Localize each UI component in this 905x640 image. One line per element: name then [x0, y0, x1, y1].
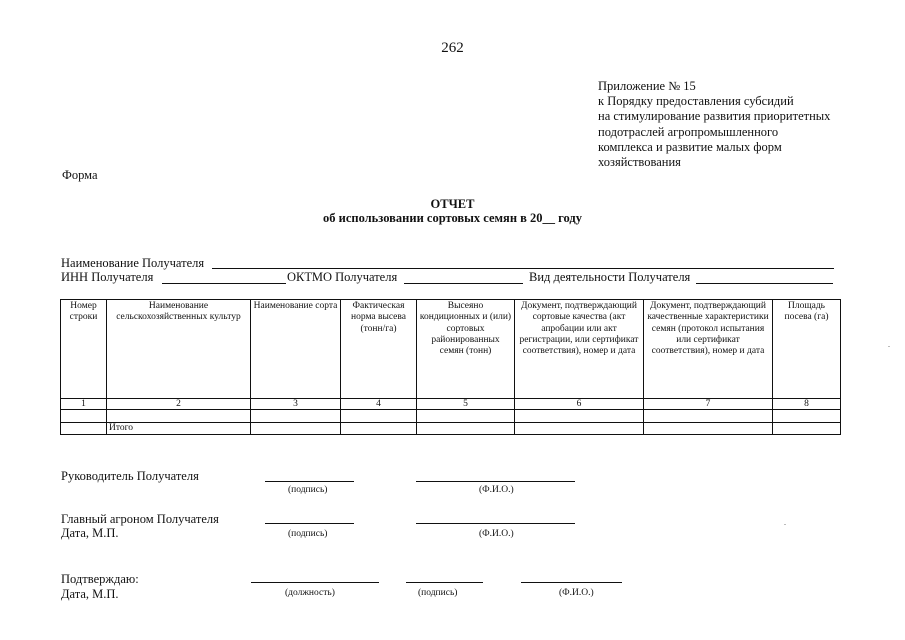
confirm-signature-line[interactable]	[406, 582, 483, 583]
column-number: 7	[644, 399, 773, 410]
column-header: Площадь посева (га)	[773, 300, 841, 399]
column-header: Документ, подтверждающий сортовые качества (акт апробации или акт регистрации, или сертификат соответствия), номер и дата	[515, 300, 644, 399]
oktmo-label: ОКТМО Получателя	[287, 270, 398, 284]
oktmo-line[interactable]	[404, 283, 523, 284]
table-cell[interactable]	[417, 410, 515, 423]
fio-caption: (Ф.И.О.)	[479, 529, 514, 539]
table-cell[interactable]	[417, 423, 515, 435]
scan-speck	[888, 346, 890, 347]
appendix-note	[598, 79, 830, 170]
position-caption: (должность)	[285, 588, 335, 598]
column-number-row	[61, 399, 841, 410]
table-cell[interactable]	[61, 410, 107, 423]
date-mp-label: Дата, М.П.	[61, 526, 119, 540]
column-header: Наименование сельскохозяйственных культур	[107, 300, 251, 399]
header-row	[61, 300, 841, 399]
activity-label: Вид деятельности Получателя	[529, 270, 691, 284]
page-number: 262	[441, 40, 464, 56]
table-cell[interactable]	[341, 423, 417, 435]
column-number: 3	[251, 399, 341, 410]
position-line[interactable]	[251, 582, 379, 583]
form-label: Форма	[62, 168, 98, 182]
total-row	[61, 423, 841, 435]
column-number: 8	[773, 399, 841, 410]
appendix-line: хозяйствования	[598, 155, 681, 170]
table-cell[interactable]	[773, 423, 841, 435]
date-mp-label: Дата, М.П.	[61, 587, 119, 601]
inn-line[interactable]	[162, 283, 286, 284]
column-header: Фактическая норма высева (тонн/га)	[341, 300, 417, 399]
agronomist-label: Главный агроном Получателя	[61, 512, 219, 526]
column-number: 6	[515, 399, 644, 410]
head-signature-line[interactable]	[265, 481, 354, 482]
table-cell[interactable]	[107, 410, 251, 423]
inn-label: ИНН Получателя	[61, 270, 154, 284]
recipient-name-line[interactable]	[212, 268, 834, 269]
table-cell[interactable]	[251, 410, 341, 423]
agronomist-signature-line[interactable]	[265, 523, 354, 524]
appendix-line: подотраслей агропромышленного	[598, 124, 779, 139]
appendix-line: комплекса и развитие малых форм	[598, 139, 782, 154]
scan-speck	[784, 524, 786, 525]
column-number: 5	[417, 399, 515, 410]
column-number: 4	[341, 399, 417, 410]
head-fio-line[interactable]	[416, 481, 575, 482]
activity-line[interactable]	[696, 283, 833, 284]
table-cell[interactable]	[515, 423, 644, 435]
fio-caption: (Ф.И.О.)	[479, 485, 514, 495]
fio-caption: (Ф.И.О.)	[559, 588, 594, 598]
column-header: Номер строки	[61, 300, 107, 399]
table-cell[interactable]	[341, 410, 417, 423]
confirm-fio-line[interactable]	[521, 582, 622, 583]
signature-caption: (подпись)	[288, 485, 328, 495]
appendix-line: Приложение № 15	[598, 79, 696, 93]
signature-caption: (подпись)	[418, 588, 458, 598]
confirm-label: Подтверждаю:	[61, 572, 139, 586]
document-title: ОТЧЕТ	[430, 197, 475, 211]
table-cell[interactable]	[773, 410, 841, 423]
total-label: Итого	[107, 423, 251, 435]
head-label: Руководитель Получателя	[61, 469, 199, 483]
column-number: 1	[61, 399, 107, 410]
document-subtitle: об использовании сортовых семян в 20__ году	[323, 211, 582, 225]
report-table	[60, 299, 841, 435]
column-header: Высеяно кондиционных и (или) сортовых районированных семян (тонн)	[417, 300, 515, 399]
appendix-line: к Порядку предоставления субсидий	[598, 94, 794, 109]
recipient-name-label: Наименование Получателя	[61, 256, 205, 270]
column-number: 2	[107, 399, 251, 410]
column-header: Наименование сорта	[251, 300, 341, 399]
appendix-line: на стимулирование развития приоритетных	[598, 109, 831, 124]
column-header: Документ, подтверждающий качественные характеристики семян (протокол испытания или сертификат соответствия), номер и дата	[644, 300, 773, 399]
table-cell[interactable]	[644, 423, 773, 435]
table-cell[interactable]	[515, 410, 644, 423]
agronomist-fio-line[interactable]	[416, 523, 575, 524]
table-row	[61, 410, 841, 423]
table-cell[interactable]	[251, 423, 341, 435]
signature-caption: (подпись)	[288, 529, 328, 539]
table-cell[interactable]	[61, 423, 107, 435]
table-cell[interactable]	[644, 410, 773, 423]
